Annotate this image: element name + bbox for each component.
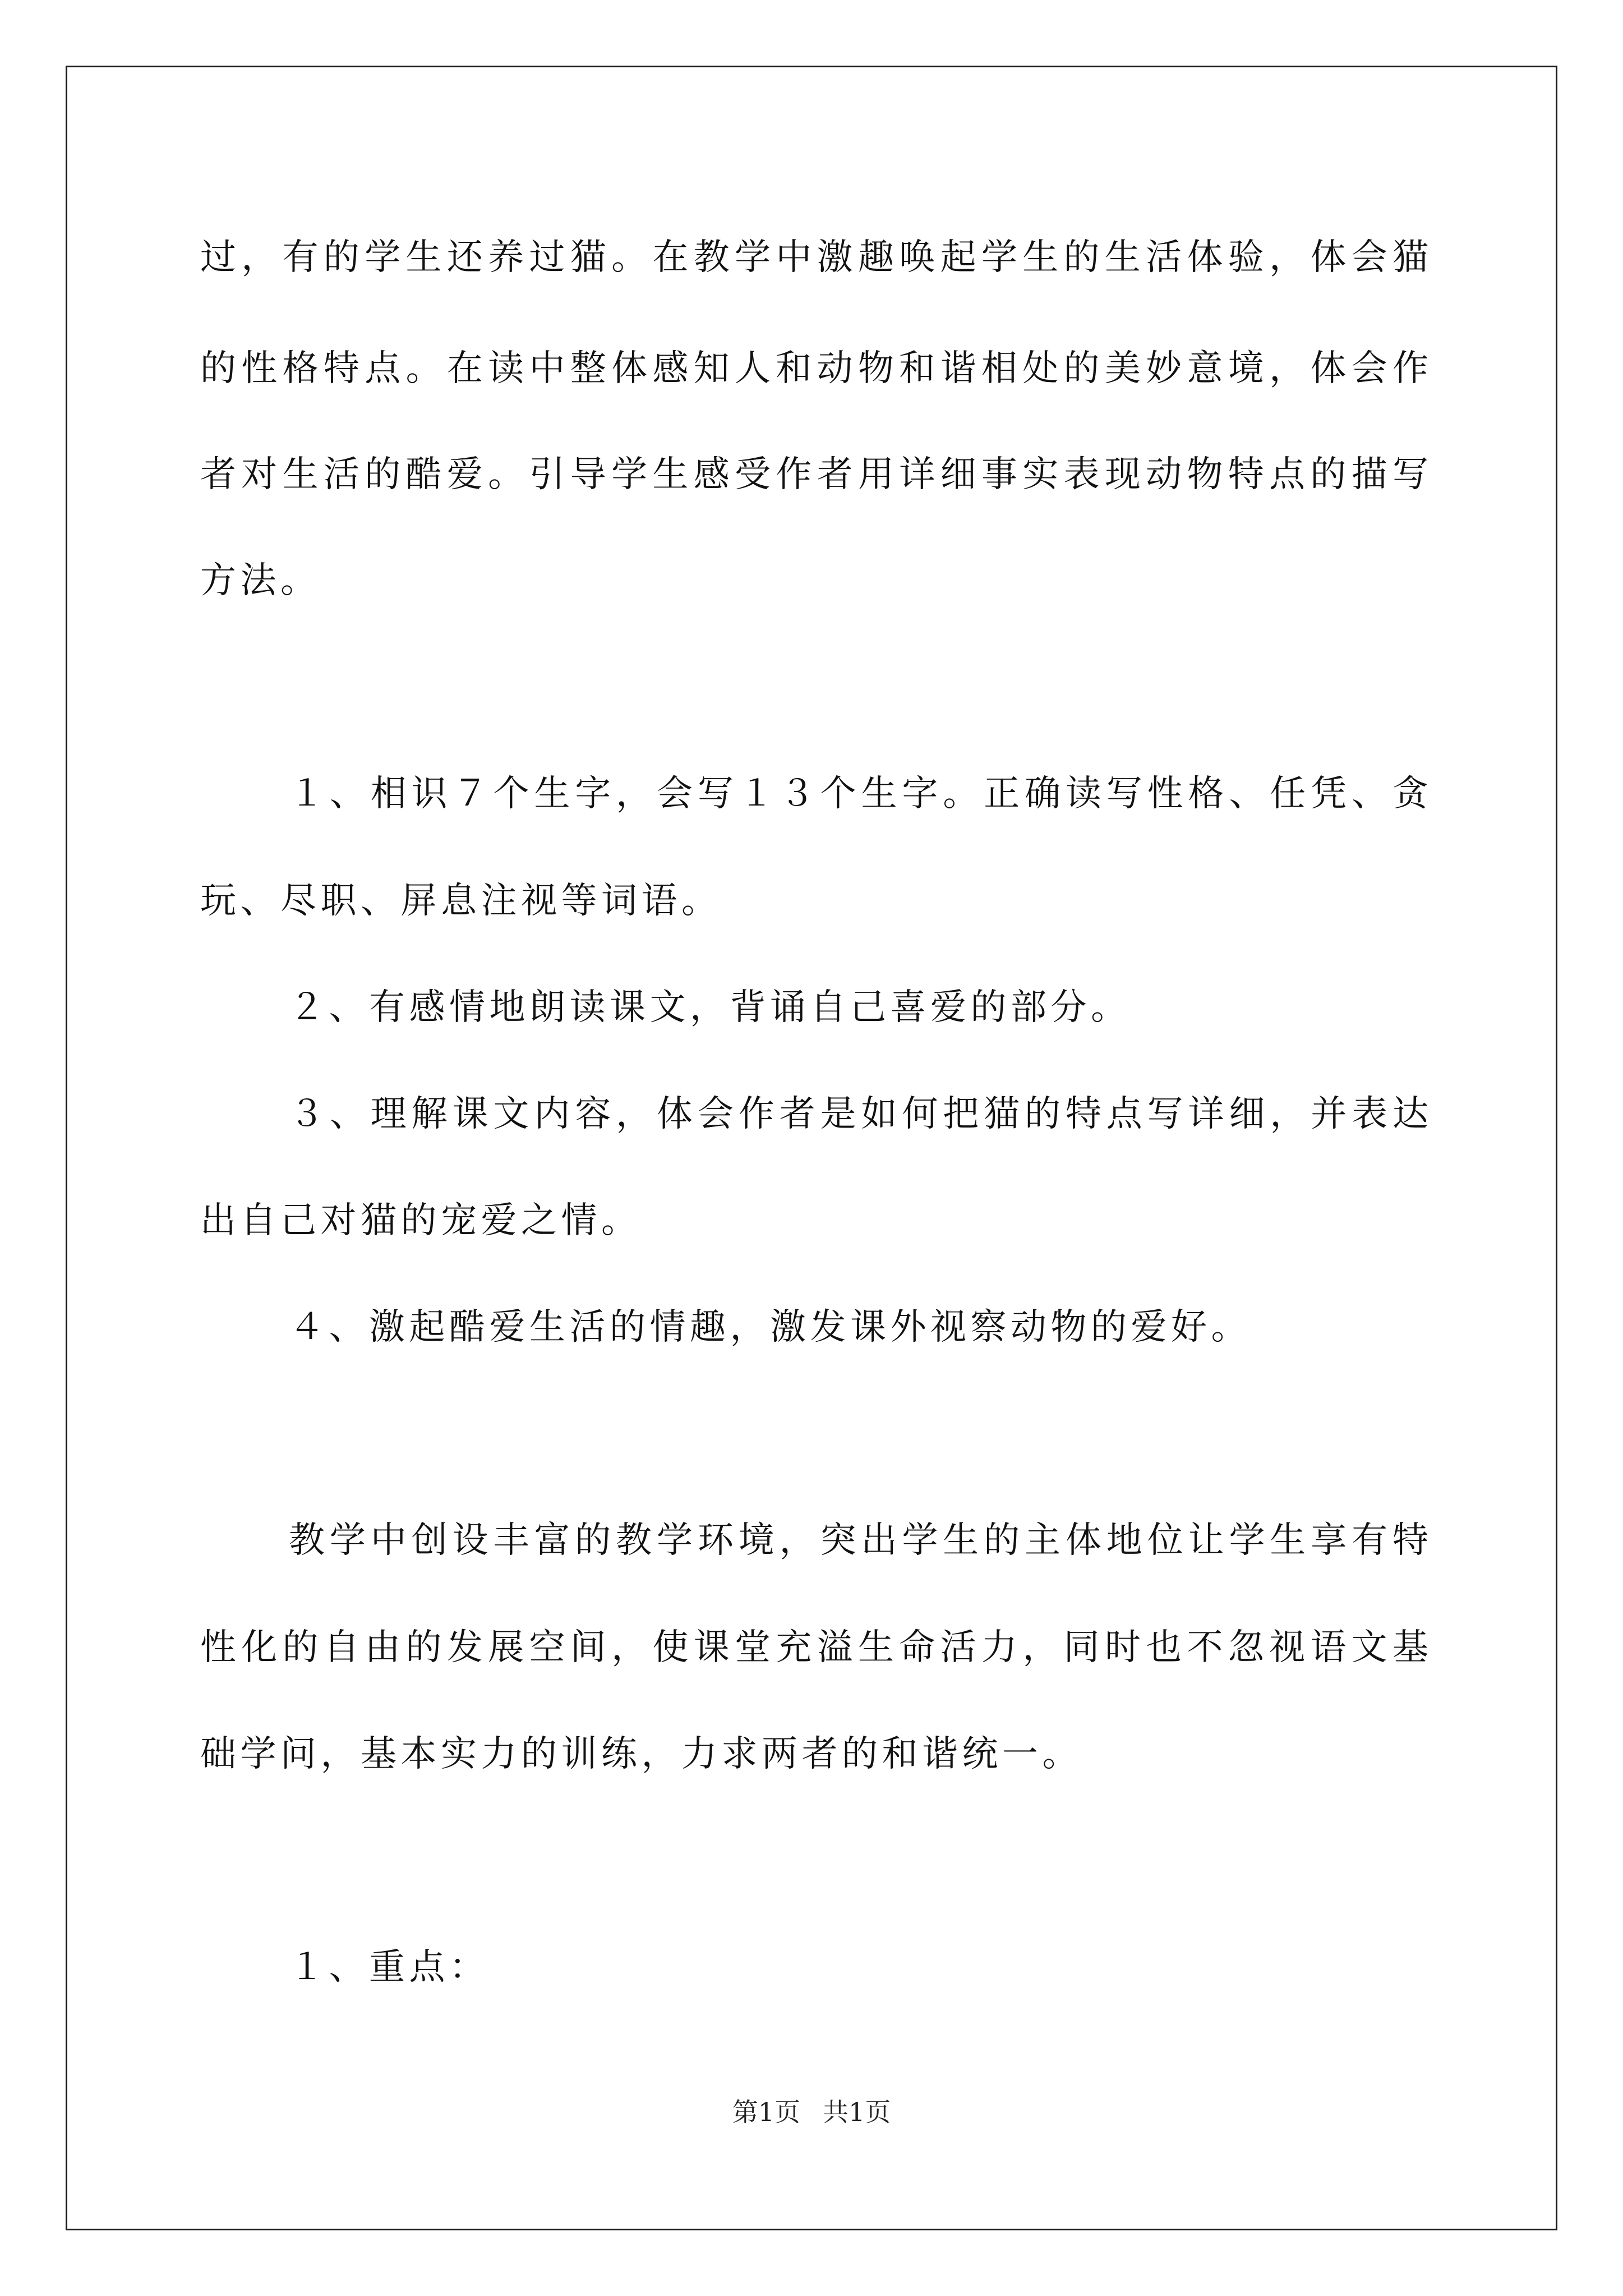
- paragraph-line: ２、有感情地朗读课文，背诵自己喜爱的部分。: [289, 987, 1131, 1028]
- page-count: 共1页: [823, 2097, 891, 2127]
- paragraph-line: 玩、尽职、屏息注视等词语。: [200, 880, 722, 922]
- paragraph-line: １、相识７个生字，会写１３个生字。正确读写性格、任凭、贪: [289, 773, 1428, 815]
- paragraph-line: 方法。: [200, 560, 321, 601]
- paragraph-line: 的性格特点。在读中整体感知人和动物和谐相处的美妙意境，体会作: [200, 348, 1428, 389]
- page-number: 第1页: [732, 2097, 800, 2127]
- page-footer: [0, 2092, 1623, 2129]
- paragraph-line: 础学问，基本实力的训练，力求两者的和谐统一。: [200, 1733, 1082, 1775]
- paragraph-line: 者对生活的酷爱。引导学生感受作者用详细事实表现动物特点的描写: [200, 454, 1428, 495]
- paragraph-line: 教学中创设丰富的教学环境，突出学生的主体地位让学生享有特: [289, 1520, 1428, 1561]
- paragraph-line: 性化的自由的发展空间，使课堂充溢生命活力，同时也不忽视语文基: [200, 1627, 1428, 1668]
- paragraph-line: 出自己对猫的宠爱之情。: [200, 1200, 642, 1241]
- paragraph-line: ３、理解课文内容，体会作者是如何把猫的特点写详细，并表达: [289, 1093, 1428, 1135]
- paragraph-line: ４、激起酷爱生活的情趣，激发课外视察动物的爱好。: [289, 1306, 1251, 1348]
- paragraph-line: 过，有的学生还养过猫。在教学中激趣唤起学生的生活体验，体会猫: [200, 237, 1428, 278]
- paragraph-line: １、重点：: [289, 1947, 490, 1988]
